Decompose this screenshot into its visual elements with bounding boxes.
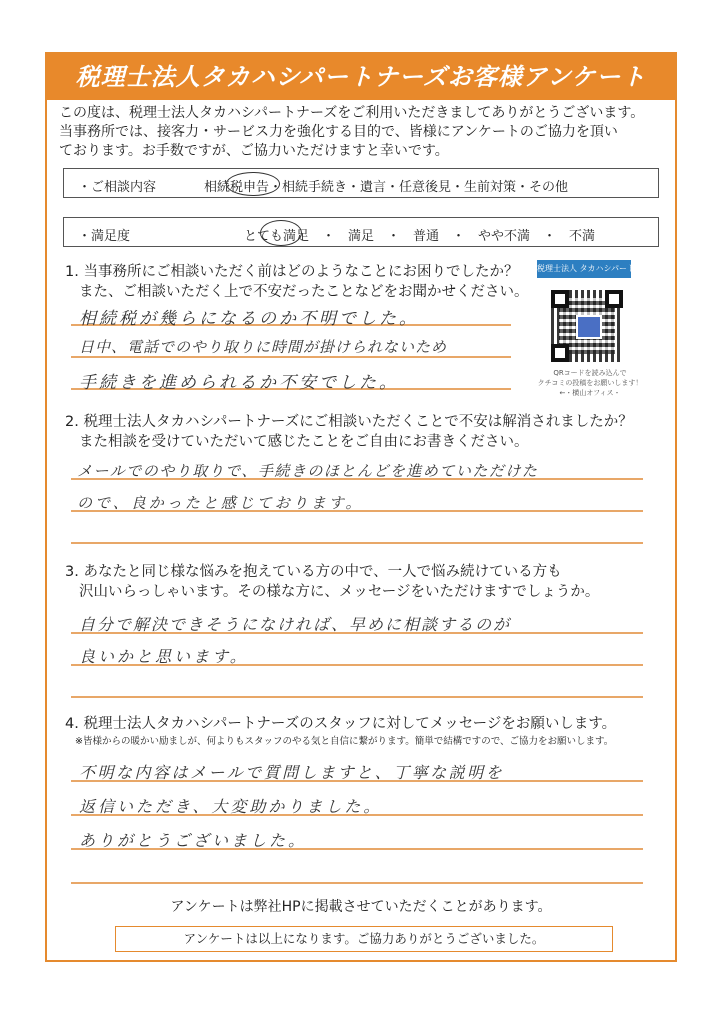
question-line: 3. あなたと同じ様な悩みを抱えている方の中で、一人で悩み続けている方も <box>65 564 562 580</box>
intro-text <box>59 104 671 161</box>
chat-icon <box>576 315 602 339</box>
handwritten-line: ありがとうございました。 <box>79 831 308 850</box>
selected-circle-mark <box>226 172 280 196</box>
question-line: 1. 当事務所にご相談いただく前はどのようなことにお困りでしたか？ <box>65 264 519 280</box>
selected-circle-mark <box>260 220 302 246</box>
question-line: また相談を受けていただいて感じたことをご自由にお書きください。 <box>79 434 529 450</box>
handwritten-line: 相続税が幾らになるのか不明でした。 <box>79 309 419 329</box>
handwritten-line: 自分で解決できそうになければ、早めに相談するのが <box>79 615 512 634</box>
satisfaction-options: とても満足 ・ 満足 ・ 普通 ・ やや不満 ・ 不満 <box>244 229 596 244</box>
handwritten-line: ので、良かったと感じております。 <box>77 494 364 512</box>
intro-line: 当事務所では、接客力・サービス力を強化する目的で、皆様にアンケートのご協力を頂い <box>59 124 618 140</box>
satisfaction-label: ・満足度 <box>78 229 131 244</box>
company-logo: 税理士法人 タカハシパートナーズ <box>537 260 631 278</box>
handwritten-line: メールでのやり取りで、手続きのほとんどを進めていただけた <box>77 462 539 480</box>
closing-message: アンケートは以上になります。ご協力ありがとうございました。 <box>115 926 613 952</box>
question-line: また、ご相談いただく上で不安だったことなどをお聞かせください。 <box>79 284 529 300</box>
question-3 <box>65 562 599 602</box>
satisfaction-box <box>63 217 659 247</box>
handwritten-line: 日中、電話でのやり取りに時間が掛けられないため <box>79 338 448 356</box>
survey-title: 税理士法人タカハシパートナーズお客様アンケート <box>47 54 675 100</box>
intro-line: この度は、税理士法人タカハシパートナーズをご利用いただきましてありがとうございます。 <box>59 105 645 121</box>
consultation-label: ・ご相談内容 <box>78 180 157 195</box>
qr-code-panel <box>529 260 659 410</box>
consultation-box <box>63 168 659 198</box>
question-line: 2. 税理士法人タカハシパートナーズにご相談いただくことで不安は解消されましたか？ <box>65 414 633 430</box>
handwritten-line: 不明な内容はメールで質問しますと、丁寧な説明を <box>79 763 505 782</box>
qr-caption: QRコードを読み込んで クチコミの投稿をお願いします！ ←・横山オフィス・ <box>537 369 643 397</box>
consultation-options: 相続税申告・相続手続き・遺言・任意後見・生前対策・その他 <box>204 180 569 195</box>
question-1 <box>65 262 529 302</box>
question-4 <box>65 714 616 750</box>
intro-line: ております。お手数ですが、ご協力いただけますと幸いです。 <box>59 143 449 159</box>
question-line: 4. 税理士法人タカハシパートナーズのスタッフに対してメッセージをお願いします。 <box>65 716 617 732</box>
handwritten-line: 良いかと思います。 <box>79 647 249 666</box>
publication-note: アンケートは弊社HPに掲載させていただくことがあります。 <box>170 899 552 915</box>
handwritten-line: 手続きを進められるか不安でした。 <box>79 373 399 393</box>
survey-sheet <box>45 52 677 962</box>
question-note: ※皆様からの暖かい励ましが、何よりもスタッフのやる気と自信に繋がります。簡単で結構ですので、ご協力をお願いします。 <box>75 736 614 747</box>
question-2 <box>65 412 633 452</box>
question-line: 沢山いらっしゃいます。その様な方に、メッセージをいただけますでしょうか。 <box>79 584 600 600</box>
handwritten-line: 返信いただき、大変助かりました。 <box>79 797 383 816</box>
